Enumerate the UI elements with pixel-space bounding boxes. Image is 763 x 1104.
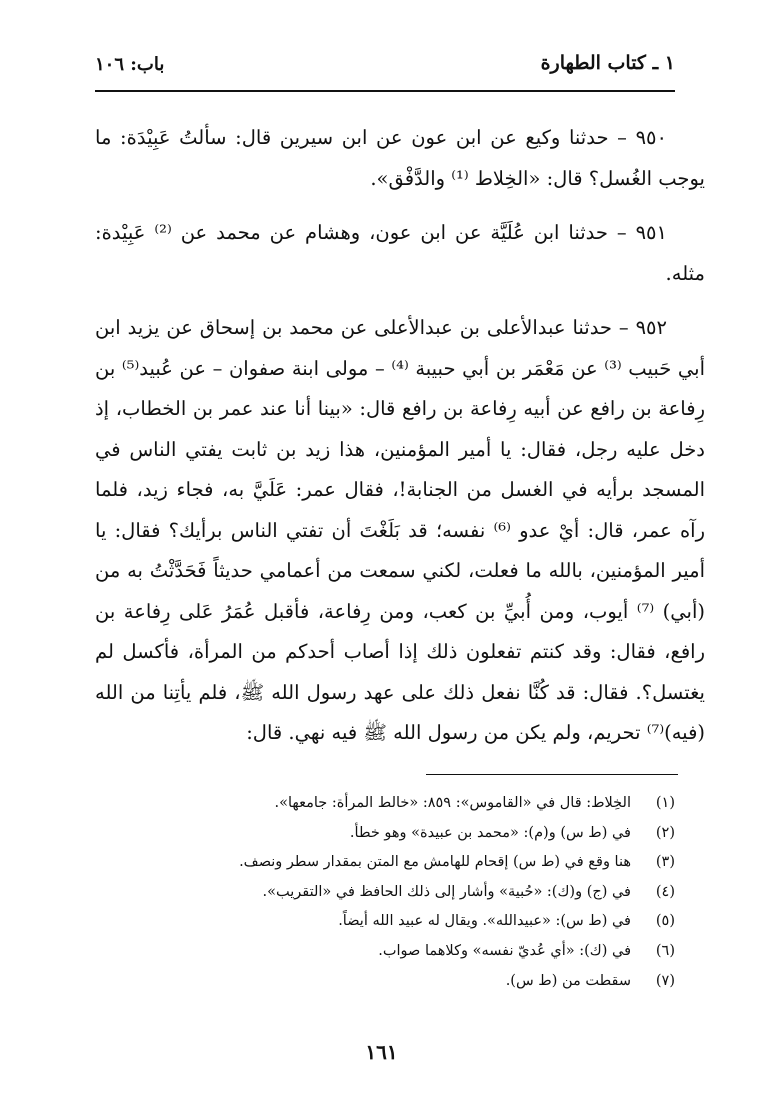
- footnote-number: (٣): [655, 854, 675, 871]
- footnote-number: (١): [655, 795, 675, 811]
- footnote-text: في (ط س) و(م): «محمد بن عبيدة» وهو خطأ.: [349, 824, 631, 841]
- chapter-title: ١ ـ كتاب الطهارة: [540, 52, 675, 74]
- hadith-paragraph: ٩٥١ – حدثنا ابن عُلَيَّة عن ابن عون، وهشام عن محمد عن ⁽²⁾ عَبِيْدة: مثله.: [95, 221, 705, 285]
- bab-number: باب: ١٠٦: [95, 54, 165, 75]
- footnote-number: (٦): [655, 942, 675, 959]
- footnote-item: [75, 937, 675, 967]
- footnote-item: [75, 819, 675, 849]
- footnote-text: في (ج) و(ك): «حُبية» وأشار إلى ذلك الحافظ في «التقريب».: [262, 883, 631, 900]
- footnote-number: (٧): [655, 972, 675, 989]
- footnote-text: هنا وقع في (ط س) إقحام للهامش مع المتن بمقدار سطر ونصف.: [239, 854, 631, 871]
- footnote-text: سقطت من (ط س).: [505, 972, 631, 989]
- hadith-paragraph: ٩٥٢ – حدثنا عبدالأعلى بن عبدالأعلى عن محمد بن إسحاق عن يزيد ابن أبي حَبيب ⁽³⁾ عن مَعْمَر بن أبي حبيبة ⁽⁴⁾ – مولى ابنة صفوان – عن عُبيد⁽⁵⁾ بن رِفاعة بن رافع عن أبيه رِفاعة بن رافع قال: «بينا أنا عند عمر بن الخطاب، إذ دخل عليه رجل، فقال: يا أمير المؤمنين، هذا زيد بن ثابت يفتي الناس في المسجد برأيه في الغسل من الجنابة!، فقال عمر: عَلَيَّ به، فجاء زيد، فلما رآه عمر، قال: أيْ عدو ⁽⁶⁾ نفسه؛ قد بَلَغْتَ أن تفتي الناس برأيك؟ فقال: يا أمير المؤمنين، بالله ما فعلت، لكني سمعت من أعمامي حديثاً فَحَدَّثْتُ به من (أبي) ⁽⁷⁾ أيوب، ومن أُبيِّ بن كعب، ومن رِفاعة، فأقبل عُمَرُ عَلى رِفاعة بن رافع، فقال: وقد كنتم تفعلون ذلك إذا أصاب أحدكم من المرأة، فأكسل لم يغتسل؟. فقال: قد كُنَّا نفعل ذلك على عهد رسول الله ﷺ، فلم يأتِنا من الله (فيه)⁽⁷⁾ تحريم، ولم يكن من رسول الله ﷺ فيه نهي. قال:: [95, 316, 705, 744]
- footnote-text: في (ك): «أي عُديّ نفسه» وكلاهما صواب.: [378, 942, 631, 959]
- main-text: [95, 118, 705, 754]
- footnotes-list: [75, 789, 675, 996]
- footnote-item: [75, 878, 675, 908]
- footnote-item: [75, 967, 675, 997]
- footnote-number: (٢): [655, 824, 675, 841]
- footnote-item: [75, 789, 675, 819]
- footnote-text: الخِلاط: قال في «القاموس»: ٨٥٩: «خالط المرأة: جامعها».: [274, 795, 631, 811]
- page-number: ١٦١: [365, 1040, 398, 1064]
- footnote-item: [75, 848, 675, 878]
- running-header: [95, 52, 675, 88]
- footnote-text: في (ط س): «عبيدالله». ويقال له عبيد الله أيضاً.: [338, 913, 631, 930]
- footnote-number: (٤): [655, 883, 675, 900]
- hadith-paragraph: ٩٥٠ – حدثنا وكيع عن ابن عون عن ابن سيرين قال: سألتُ عَبِيْدَة: ما يوجب الغُسل؟ قال: «الخِلاط ⁽¹⁾ والدَّفْق».: [95, 126, 705, 190]
- footnote-rule: [426, 774, 678, 775]
- header-rule: [95, 90, 675, 92]
- footnote-item: [75, 907, 675, 937]
- footnote-number: (٥): [655, 913, 675, 930]
